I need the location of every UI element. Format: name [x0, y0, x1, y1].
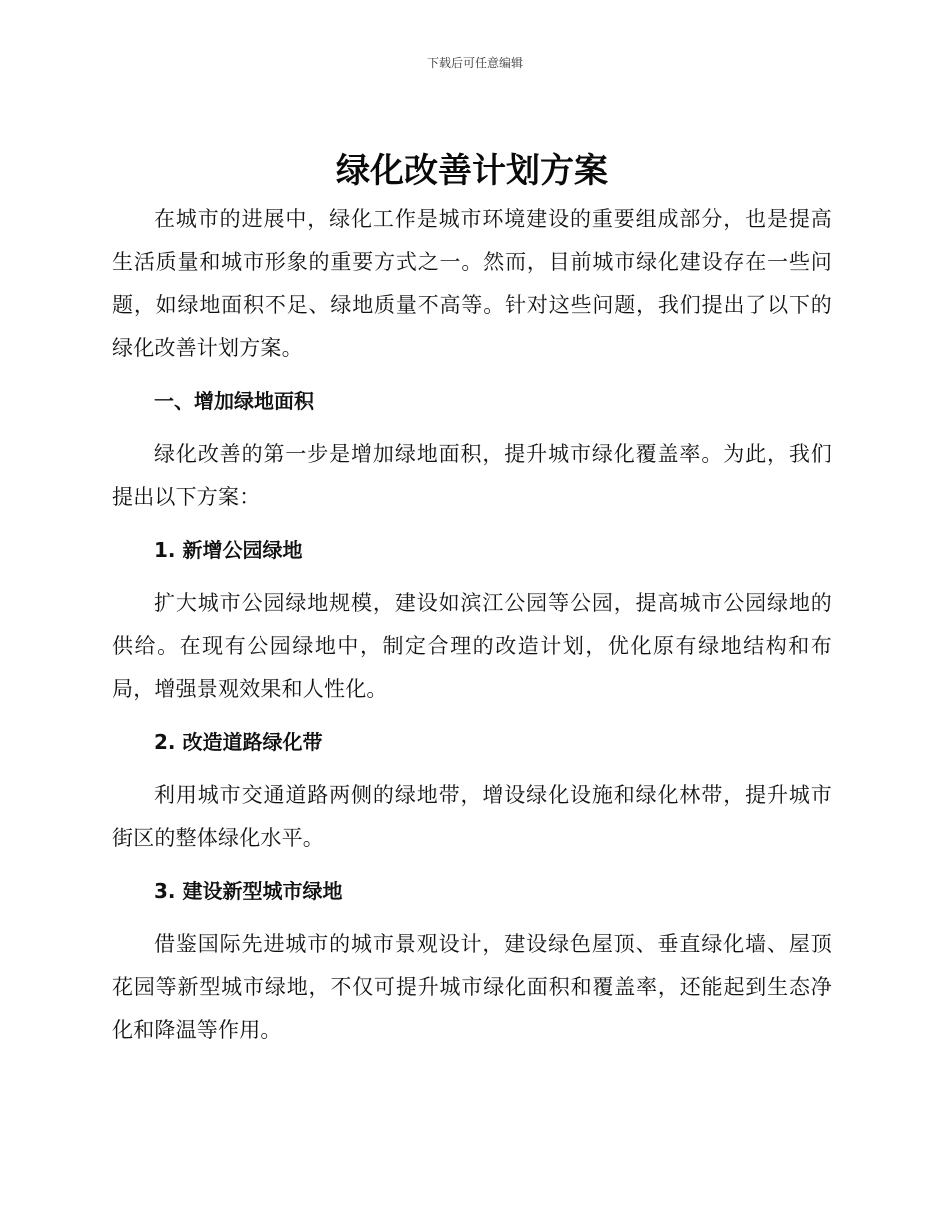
paragraph-new-park-green: 扩大城市公园绿地规模，建设如滨江公园等公园，提高城市公园绿地的供给。在现有公园绿地中，制定合理的改造计划，优化原有绿地结构和布局，增强景观效果和人性化。 — [112, 591, 832, 701]
document-body — [112, 148, 832, 1052]
intro-paragraph: 在城市的进展中，绿化工作是城市环境建设的重要组成部分，也是提高生活质量和城市形象的重要方式之一。然而，目前城市绿化建设存在一些问题，如绿地面积不足、绿地质量不高等。针对这些问题，我们提出了以下的绿化改善计划方案。 — [112, 207, 832, 360]
subheading-road-green-belt: 2. 改造道路绿化带 — [154, 730, 323, 754]
section-heading-increase-green-area: 一、增加绿地面积 — [154, 389, 314, 413]
subheading-new-park-green: 1. 新增公园绿地 — [154, 538, 303, 562]
section-intro-paragraph: 绿化改善的第一步是增加绿地面积，提升城市绿化覆盖率。为此，我们提出以下方案： — [112, 442, 832, 509]
paragraph-road-green-belt: 利用城市交通道路两侧的绿地带，增设绿化设施和绿化林带，提升城市街区的整体绿化水平。 — [112, 783, 832, 850]
page-header-note: 下载后可任意编辑 — [426, 56, 523, 70]
paragraph-new-urban-green: 借鉴国际先进城市的城市景观设计，建设绿色屋顶、垂直绿化墙、屋顶花园等新型城市绿地，不仅可提升城市绿化面积和覆盖率，还能起到生态净化和降温等作用。 — [112, 932, 832, 1042]
subheading-new-urban-green: 3. 建设新型城市绿地 — [154, 879, 343, 903]
document-title: 绿化改善计划方案 — [336, 151, 608, 191]
